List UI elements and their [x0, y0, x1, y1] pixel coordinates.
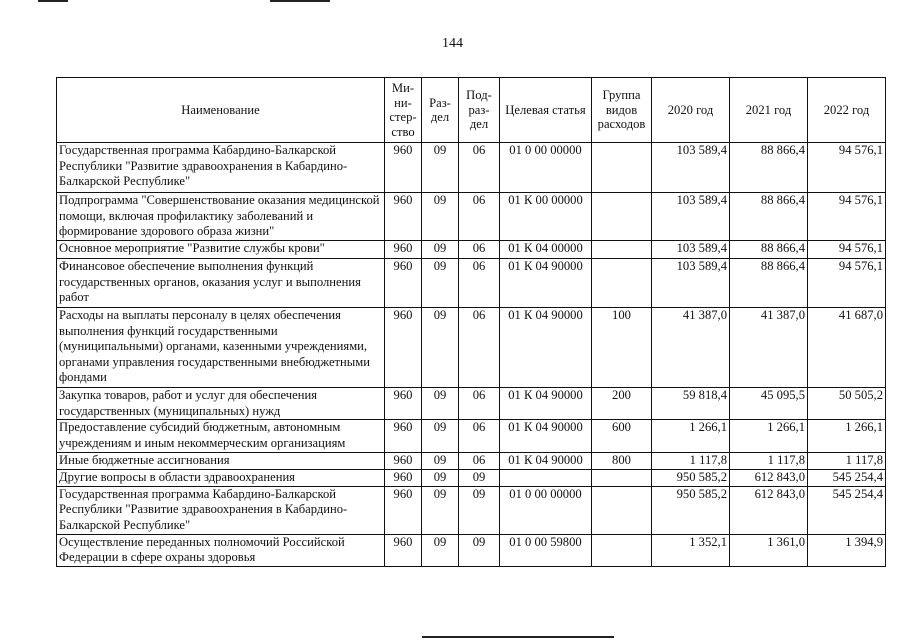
row-section: 09 [422, 420, 459, 453]
row-2022: 41 687,0 [808, 308, 886, 388]
table-row [57, 388, 886, 420]
scan-artifact-top-right [270, 0, 330, 2]
row-section: 09 [422, 193, 459, 241]
row-name: Финансовое обеспечение выполнения функций государственных органов, оказания услуг и выполнения работ [57, 259, 385, 308]
row-2022: 1 266,1 [808, 420, 886, 453]
row-subsection: 06 [459, 241, 500, 259]
row-section: 09 [422, 470, 459, 487]
row-article: 01 0 00 00000 [500, 143, 592, 193]
row-section: 09 [422, 308, 459, 388]
row-subsection: 09 [459, 534, 500, 566]
row-2021: 41 387,0 [730, 308, 808, 388]
table-row [57, 241, 886, 259]
row-name: Основное мероприятие "Развитие службы крови" [57, 241, 385, 259]
header-2021: 2021 год [730, 78, 808, 143]
row-2020: 59 818,4 [652, 388, 730, 420]
row-article: 01 К 04 90000 [500, 259, 592, 308]
row-2021: 88 866,4 [730, 193, 808, 241]
scan-artifact-top-left [38, 0, 68, 2]
row-2020: 103 589,4 [652, 143, 730, 193]
row-2022: 1 394,9 [808, 534, 886, 566]
row-2021: 1 266,1 [730, 420, 808, 453]
row-name: Предоставление субсидий бюджетным, автономным учреждениям и иным некоммерческим организациям [57, 420, 385, 453]
row-2021: 612 843,0 [730, 486, 808, 534]
row-name: Осуществление переданных полномочий Российской Федерации в сфере охраны здоровья [57, 534, 385, 566]
row-2022: 94 576,1 [808, 143, 886, 193]
row-2020: 950 585,2 [652, 486, 730, 534]
header-target-article: Целевая статья [500, 78, 592, 143]
row-2022: 545 254,4 [808, 486, 886, 534]
row-2022: 94 576,1 [808, 193, 886, 241]
table-body [57, 143, 886, 567]
row-article: 01 К 04 90000 [500, 453, 592, 470]
header-2020: 2020 год [652, 78, 730, 143]
row-article: 01 К 04 90000 [500, 388, 592, 420]
row-2020: 103 589,4 [652, 241, 730, 259]
row-2021: 88 866,4 [730, 259, 808, 308]
row-ministry: 960 [385, 259, 422, 308]
row-article: 01 К 00 00000 [500, 193, 592, 241]
row-article [500, 470, 592, 487]
table-row [57, 453, 886, 470]
budget-table [56, 77, 886, 567]
row-subsection: 06 [459, 420, 500, 453]
row-subsection: 06 [459, 388, 500, 420]
row-2020: 1 352,1 [652, 534, 730, 566]
row-ministry: 960 [385, 470, 422, 487]
row-subsection: 09 [459, 470, 500, 487]
row-group [592, 241, 652, 259]
row-ministry: 960 [385, 193, 422, 241]
row-article: 01 0 00 00000 [500, 486, 592, 534]
row-2022: 50 505,2 [808, 388, 886, 420]
row-2020: 1 117,8 [652, 453, 730, 470]
row-name: Другие вопросы в области здравоохранения [57, 470, 385, 487]
table-row [57, 420, 886, 453]
row-group [592, 534, 652, 566]
header-subsection: Под-раз-дел [459, 78, 500, 143]
row-group [592, 143, 652, 193]
row-section: 09 [422, 388, 459, 420]
table-row [57, 470, 886, 487]
row-2022: 545 254,4 [808, 470, 886, 487]
row-ministry: 960 [385, 308, 422, 388]
row-subsection: 06 [459, 453, 500, 470]
row-section: 09 [422, 259, 459, 308]
row-subsection: 06 [459, 143, 500, 193]
row-group [592, 470, 652, 487]
row-section: 09 [422, 143, 459, 193]
header-ministry: Ми-ни-стер-ство [385, 78, 422, 143]
row-2022: 1 117,8 [808, 453, 886, 470]
row-group [592, 259, 652, 308]
row-2021: 88 866,4 [730, 143, 808, 193]
row-2022: 94 576,1 [808, 259, 886, 308]
row-section: 09 [422, 534, 459, 566]
row-name: Государственная программа Кабардино-Балкарской Республики "Развитие здравоохранения в Кабардино-Балкарской Республике" [57, 143, 385, 193]
row-2020: 950 585,2 [652, 470, 730, 487]
row-ministry: 960 [385, 420, 422, 453]
header-expense-group: Группа видов расходов [592, 78, 652, 143]
row-group [592, 486, 652, 534]
row-article: 01 0 00 59800 [500, 534, 592, 566]
row-2021: 612 843,0 [730, 470, 808, 487]
table-row [57, 308, 886, 388]
row-2021: 45 095,5 [730, 388, 808, 420]
header-2022: 2022 год [808, 78, 886, 143]
row-2022: 94 576,1 [808, 241, 886, 259]
row-article: 01 К 04 90000 [500, 420, 592, 453]
row-name: Иные бюджетные ассигнования [57, 453, 385, 470]
row-2020: 103 589,4 [652, 259, 730, 308]
row-article: 01 К 04 00000 [500, 241, 592, 259]
row-subsection: 09 [459, 486, 500, 534]
row-ministry: 960 [385, 486, 422, 534]
row-subsection: 06 [459, 193, 500, 241]
row-ministry: 960 [385, 241, 422, 259]
table-header-row [57, 78, 886, 143]
row-group: 600 [592, 420, 652, 453]
row-ministry: 960 [385, 143, 422, 193]
table-row [57, 143, 886, 193]
row-group [592, 193, 652, 241]
table-row [57, 193, 886, 241]
row-ministry: 960 [385, 388, 422, 420]
row-name: Расходы на выплаты персоналу в целях обеспечения выполнения функций государственными (муниципальными) органами, казенными учреждениями, органами управления государственными внебюджетными фондами [57, 308, 385, 388]
row-article: 01 К 04 90000 [500, 308, 592, 388]
table-row [57, 534, 886, 566]
row-2020: 1 266,1 [652, 420, 730, 453]
row-section: 09 [422, 241, 459, 259]
row-2020: 41 387,0 [652, 308, 730, 388]
row-section: 09 [422, 453, 459, 470]
row-2021: 88 866,4 [730, 241, 808, 259]
row-name: Закупка товаров, работ и услуг для обеспечения государственных (муниципальных) нужд [57, 388, 385, 420]
row-2021: 1 361,0 [730, 534, 808, 566]
table-row [57, 259, 886, 308]
page-number: 144 [442, 36, 463, 51]
row-ministry: 960 [385, 453, 422, 470]
header-section: Раз-дел [422, 78, 459, 143]
row-subsection: 06 [459, 308, 500, 388]
row-name: Государственная программа Кабардино-Балкарской Республики "Развитие здравоохранения в Кабардино-Балкарской Республике" [57, 486, 385, 534]
table-row [57, 486, 886, 534]
scan-artifact-bottom [422, 636, 614, 638]
header-name: Наименование [57, 78, 385, 143]
row-subsection: 06 [459, 259, 500, 308]
row-group: 800 [592, 453, 652, 470]
row-name: Подпрограмма "Совершенствование оказания медицинской помощи, включая профилактику заболеваний и формирование здорового образа жизни" [57, 193, 385, 241]
row-2020: 103 589,4 [652, 193, 730, 241]
row-ministry: 960 [385, 534, 422, 566]
row-section: 09 [422, 486, 459, 534]
row-group: 100 [592, 308, 652, 388]
row-2021: 1 117,8 [730, 453, 808, 470]
row-group: 200 [592, 388, 652, 420]
